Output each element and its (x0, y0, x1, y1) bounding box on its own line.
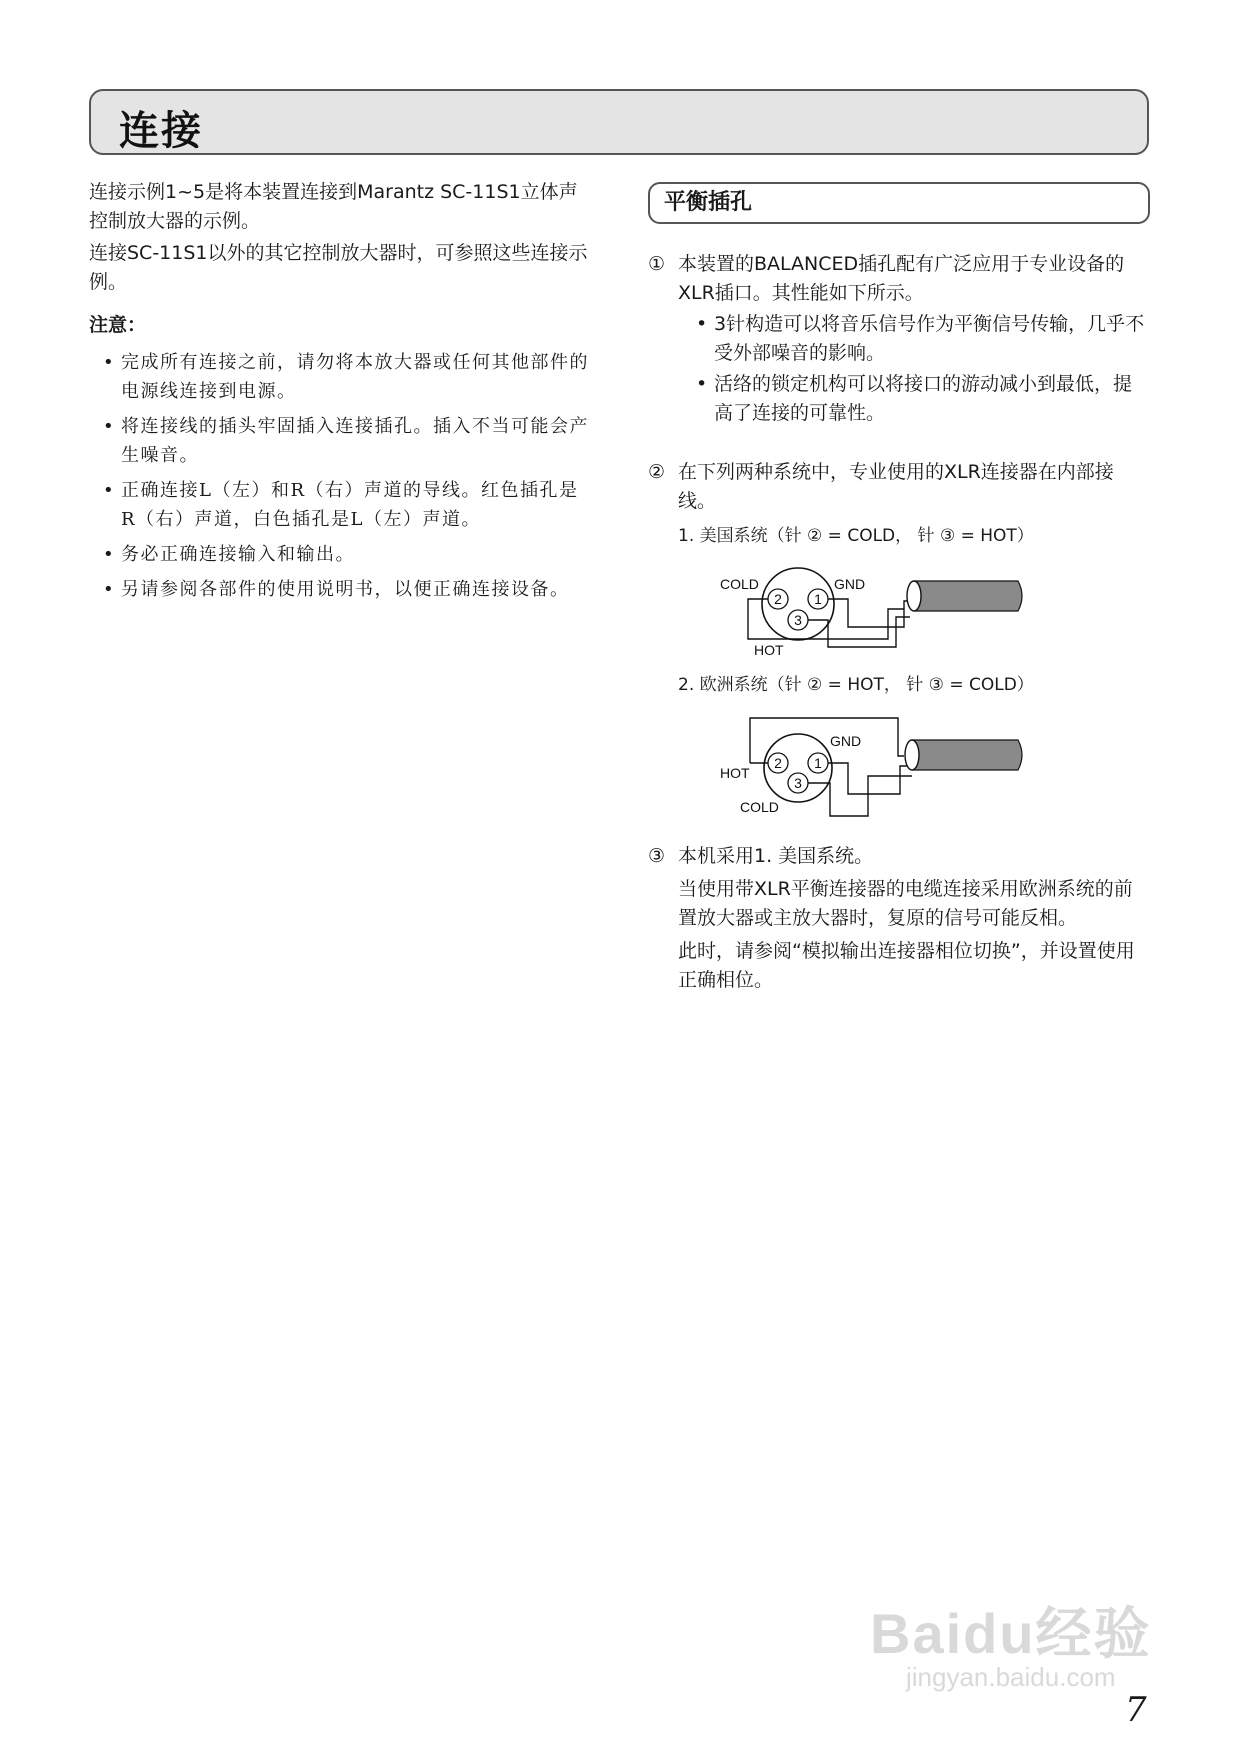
item-2 (648, 458, 1150, 820)
pin-3-label: 3 (794, 612, 802, 628)
cable-icon (914, 581, 1022, 611)
intro-paragraph: 连接示例1~5是将本装置连接到Marantz SC-11S1立体声控制放大器的示例。 (89, 181, 578, 232)
page-title: 连接 (119, 108, 203, 154)
note-item: • 另请参阅各部件的使用说明书，以便正确连接设备。 (103, 575, 593, 604)
note-list (89, 348, 593, 604)
phase-note: 当使用带XLR平衡连接器的电缆连接采用欧洲系统的前置放大器或主放大器时，复原的信号可能反相。 (678, 878, 1133, 929)
item-text: 在下列两种系统中，专业使用的XLR连接器在内部接线。 (678, 461, 1114, 512)
watermark-url: jingyan.baidu.com (905, 1662, 1116, 1692)
balanced-jack-heading: 平衡插孔 (648, 182, 1150, 224)
us-system-label: 1. 美国系统（针 ② = COLD， 针 ③ = HOT） (678, 526, 1034, 546)
watermark-brand: Baidu经验 (870, 1602, 1152, 1665)
pin-2-label: 2 (774, 591, 782, 607)
pin-2-label: 2 (774, 755, 782, 771)
section-title-bar (89, 89, 1149, 155)
eu-xlr-wiring-diagram (718, 708, 1048, 820)
item-number: ② (648, 461, 666, 483)
feature-item: • 3针构造可以将音乐信号作为平衡信号传输，几乎不受外部噪音的影响。 (696, 310, 1150, 368)
hot-label: HOT (720, 765, 750, 781)
feature-list (678, 310, 1150, 428)
item-1 (648, 250, 1150, 428)
right-column (648, 182, 1150, 1001)
item-3 (648, 842, 1150, 995)
pin-3-label: 3 (794, 775, 802, 791)
cold-label: COLD (740, 799, 779, 815)
note-item: • 务必正确连接输入和输出。 (103, 540, 593, 569)
item-number: ③ (648, 845, 666, 867)
cold-label: COLD (720, 576, 759, 592)
note-item: • 正确连接L（左）和R（右）声道的导线。红色插孔是R（右）声道，白色插孔是L（左）声道。 (103, 476, 593, 534)
hot-label: HOT (754, 642, 784, 658)
gnd-label: GND (834, 576, 866, 592)
page-number: 7 (1125, 1690, 1147, 1730)
cable-icon (912, 740, 1022, 770)
gnd-label: GND (830, 733, 862, 749)
item-text: 本机采用1. 美国系统。 (678, 845, 874, 867)
feature-item: • 活络的锁定机构可以将接口的游动减小到最低，提高了连接的可靠性。 (696, 370, 1150, 428)
left-column (89, 178, 593, 610)
item-text: 本装置的BALANCED插孔配有广泛应用于专业设备的XLR插口。其性能如下所示。 (678, 253, 1125, 304)
note-item: • 完成所有连接之前，请勿将本放大器或任何其他部件的电源线连接到电源。 (103, 348, 593, 406)
note-item: • 将连接线的插头牢固插入连接插孔。插入不当可能会产生噪音。 (103, 412, 593, 470)
watermark (870, 1590, 1152, 1693)
note-title: 注意： (89, 314, 147, 336)
intro-paragraph: 连接SC-11S1以外的其它控制放大器时，可参照这些连接示例。 (89, 242, 588, 293)
phase-reference: 此时，请参阅“模拟输出连接器相位切换”，并设置使用正确相位。 (678, 940, 1135, 991)
eu-system-label: 2. 欧洲系统（针 ② = HOT， 针 ③ = COLD） (678, 675, 1034, 695)
item-number: ① (648, 253, 666, 275)
us-xlr-wiring-diagram (718, 559, 1048, 659)
pin-1-label: 1 (814, 755, 822, 771)
pin-1-label: 1 (814, 591, 822, 607)
